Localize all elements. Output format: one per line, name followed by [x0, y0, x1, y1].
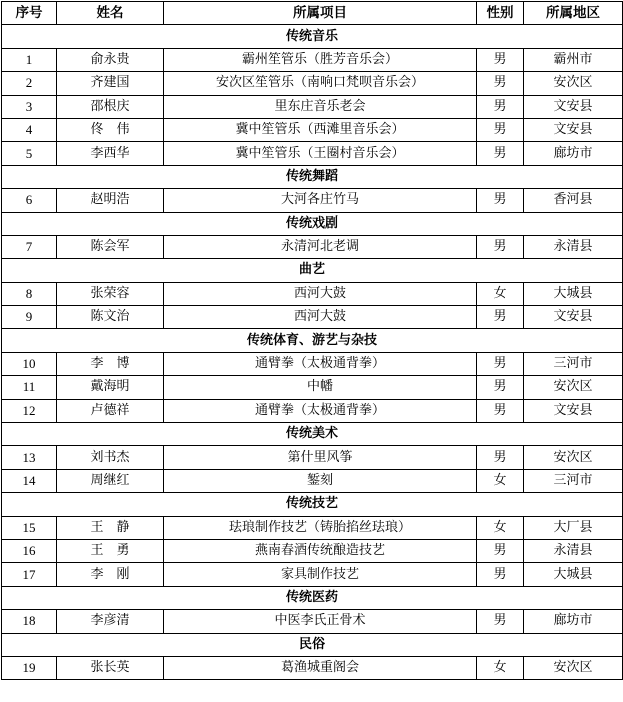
cell-seq: 16	[2, 539, 57, 562]
cell-sex: 男	[477, 142, 524, 165]
category-row	[2, 212, 623, 235]
cell-sex: 男	[477, 189, 524, 212]
cell-project: 西河大鼓	[164, 282, 477, 305]
cell-sex: 女	[477, 516, 524, 539]
cell-area: 文安县	[524, 95, 623, 118]
cell-seq: 9	[2, 306, 57, 329]
cell-name: 赵明浩	[57, 189, 164, 212]
cell-area: 廊坊市	[524, 142, 623, 165]
cell-seq: 12	[2, 399, 57, 422]
cell-project: 第什里风筝	[164, 446, 477, 469]
cell-sex: 男	[477, 539, 524, 562]
cell-area: 文安县	[524, 306, 623, 329]
table-row	[2, 142, 623, 165]
cell-name: 陈文治	[57, 306, 164, 329]
table-row	[2, 469, 623, 492]
table-row	[2, 189, 623, 212]
cell-seq: 14	[2, 469, 57, 492]
cell-name: 李西华	[57, 142, 164, 165]
cell-seq: 19	[2, 656, 57, 679]
category-row	[2, 633, 623, 656]
cell-sex: 男	[477, 352, 524, 375]
cell-area: 安次区	[524, 656, 623, 679]
cell-project: 安次区笙管乐（南响口梵呗音乐会）	[164, 72, 477, 95]
table-row	[2, 282, 623, 305]
cell-sex: 男	[477, 235, 524, 258]
table-row	[2, 563, 623, 586]
cell-name: 李 博	[57, 352, 164, 375]
category-label: 曲艺	[2, 259, 623, 282]
cell-seq: 3	[2, 95, 57, 118]
cell-project: 通臂拳（太极通背拳）	[164, 352, 477, 375]
cell-sex: 女	[477, 469, 524, 492]
category-row	[2, 329, 623, 352]
category-label: 传统医药	[2, 586, 623, 609]
table-row	[2, 446, 623, 469]
cell-project: 西河大鼓	[164, 306, 477, 329]
cell-sex: 男	[477, 95, 524, 118]
cell-area: 三河市	[524, 469, 623, 492]
cell-seq: 11	[2, 376, 57, 399]
cell-seq: 17	[2, 563, 57, 586]
category-label: 传统音乐	[2, 25, 623, 48]
cell-name: 齐建国	[57, 72, 164, 95]
category-row	[2, 25, 623, 48]
cell-area: 廊坊市	[524, 610, 623, 633]
cell-name: 李 刚	[57, 563, 164, 586]
cell-sex: 女	[477, 656, 524, 679]
header-name: 姓名	[57, 2, 164, 25]
category-label: 传统戏剧	[2, 212, 623, 235]
cell-name: 邵根庆	[57, 95, 164, 118]
header-project: 所属项目	[164, 2, 477, 25]
cell-area: 文安县	[524, 118, 623, 141]
cell-name: 李彦清	[57, 610, 164, 633]
header-area: 所属地区	[524, 2, 623, 25]
header-row	[2, 2, 623, 25]
cell-sex: 男	[477, 399, 524, 422]
table-row	[2, 235, 623, 258]
table-row	[2, 118, 623, 141]
table-row	[2, 306, 623, 329]
cell-area: 大城县	[524, 563, 623, 586]
category-label: 传统技艺	[2, 493, 623, 516]
cell-sex: 男	[477, 563, 524, 586]
cell-name: 刘书杰	[57, 446, 164, 469]
category-label: 传统舞蹈	[2, 165, 623, 188]
cell-name: 戴海明	[57, 376, 164, 399]
table-row	[2, 656, 623, 679]
cell-name: 周继红	[57, 469, 164, 492]
cell-project: 燕南春酒传统酿造技艺	[164, 539, 477, 562]
table-row	[2, 72, 623, 95]
cell-seq: 8	[2, 282, 57, 305]
cell-name: 俞永贵	[57, 48, 164, 71]
cell-project: 霸州笙管乐（胜芳音乐会）	[164, 48, 477, 71]
cell-sex: 男	[477, 376, 524, 399]
cell-project: 通臂拳（太极通背拳）	[164, 399, 477, 422]
cell-sex: 男	[477, 610, 524, 633]
cell-seq: 7	[2, 235, 57, 258]
table-row	[2, 399, 623, 422]
cell-sex: 男	[477, 118, 524, 141]
cell-project: 珐琅制作技艺（铸胎掐丝珐琅）	[164, 516, 477, 539]
cell-project: 永清河北老调	[164, 235, 477, 258]
cell-area: 大城县	[524, 282, 623, 305]
cell-area: 安次区	[524, 72, 623, 95]
cell-area: 安次区	[524, 446, 623, 469]
category-row	[2, 586, 623, 609]
cell-sex: 男	[477, 446, 524, 469]
category-row	[2, 259, 623, 282]
cell-name: 张荣容	[57, 282, 164, 305]
table-row	[2, 610, 623, 633]
table-row	[2, 539, 623, 562]
cell-area: 安次区	[524, 376, 623, 399]
cell-seq: 1	[2, 48, 57, 71]
header-seq: 序号	[2, 2, 57, 25]
cell-seq: 6	[2, 189, 57, 212]
cell-project: 大河各庄竹马	[164, 189, 477, 212]
cell-area: 香河县	[524, 189, 623, 212]
cell-area: 文安县	[524, 399, 623, 422]
cell-seq: 18	[2, 610, 57, 633]
cell-area: 霸州市	[524, 48, 623, 71]
category-label: 民俗	[2, 633, 623, 656]
cell-project: 冀中笙管乐（王圈村音乐会）	[164, 142, 477, 165]
cell-project: 家具制作技艺	[164, 563, 477, 586]
category-label: 传统体育、游艺与杂技	[2, 329, 623, 352]
category-row	[2, 493, 623, 516]
cell-name: 陈会军	[57, 235, 164, 258]
cell-name: 王 静	[57, 516, 164, 539]
cell-project: 里东庄音乐老会	[164, 95, 477, 118]
cell-name: 卢德祥	[57, 399, 164, 422]
header-sex: 性别	[477, 2, 524, 25]
cell-seq: 10	[2, 352, 57, 375]
cell-seq: 4	[2, 118, 57, 141]
cell-area: 三河市	[524, 352, 623, 375]
inheritor-table	[1, 1, 623, 680]
table-body	[2, 25, 623, 680]
table-row	[2, 516, 623, 539]
cell-project: 錾刻	[164, 469, 477, 492]
category-label: 传统美术	[2, 423, 623, 446]
cell-project: 葛渔城重阁会	[164, 656, 477, 679]
cell-seq: 15	[2, 516, 57, 539]
category-row	[2, 165, 623, 188]
table-row	[2, 48, 623, 71]
cell-area: 永清县	[524, 539, 623, 562]
category-row	[2, 423, 623, 446]
table-row	[2, 95, 623, 118]
cell-project: 冀中笙管乐（西滩里音乐会）	[164, 118, 477, 141]
cell-name: 张长英	[57, 656, 164, 679]
cell-seq: 13	[2, 446, 57, 469]
cell-sex: 男	[477, 72, 524, 95]
table-row	[2, 352, 623, 375]
cell-name: 佟 伟	[57, 118, 164, 141]
cell-sex: 男	[477, 48, 524, 71]
cell-seq: 2	[2, 72, 57, 95]
cell-sex: 女	[477, 282, 524, 305]
cell-area: 大厂县	[524, 516, 623, 539]
cell-project: 中医李氏正骨术	[164, 610, 477, 633]
cell-name: 王 勇	[57, 539, 164, 562]
cell-seq: 5	[2, 142, 57, 165]
table-row	[2, 376, 623, 399]
cell-area: 永清县	[524, 235, 623, 258]
cell-project: 中幡	[164, 376, 477, 399]
cell-sex: 男	[477, 306, 524, 329]
